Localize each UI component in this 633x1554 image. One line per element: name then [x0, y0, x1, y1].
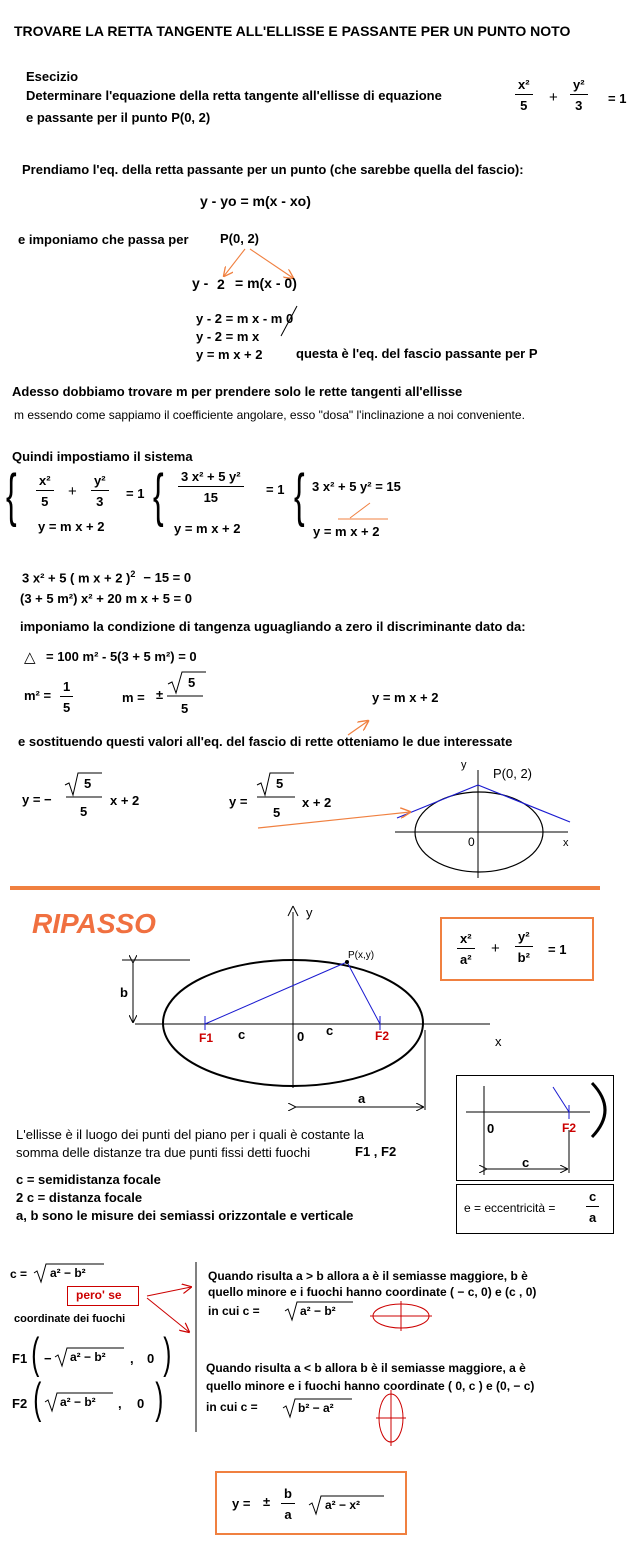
impose-text: e imponiamo che passa per: [18, 232, 189, 247]
sys-line-2: y = m x + 2: [174, 521, 241, 536]
c-definition: c = semidistanza focale: [16, 1172, 161, 1187]
final-lhs: y =: [232, 1496, 251, 1511]
2c-definition: 2 c = distanza focale: [16, 1190, 143, 1205]
f1-close-paren: ): [163, 1329, 172, 1378]
focus-f1: F1: [199, 1031, 214, 1045]
graph-origin: 0: [468, 835, 475, 849]
sys-eq-3: 3 x² + 5 y² = 15: [312, 479, 401, 494]
ab-definition: a, b sono le misure dei semiassi orizzontale e verticale: [16, 1208, 354, 1223]
result-arrow: [348, 721, 368, 735]
discriminant: = 100 m² - 5(3 + 5 m²) = 0: [46, 649, 197, 664]
f1-label: F1: [12, 1351, 28, 1366]
c-left: c: [238, 1027, 246, 1042]
f1-comma: ,: [130, 1351, 134, 1366]
fascio-note: questa è l'eq. del fascio passante per P: [296, 346, 538, 361]
exercise-text-1: Determinare l'equazione della retta tangente all'ellisse di equazione: [26, 88, 442, 103]
exercise-heading: Esecizio: [26, 69, 79, 84]
result1-rhs: x + 2: [110, 793, 140, 808]
brace-1: {: [6, 463, 17, 528]
ellipse-diagram: [122, 906, 490, 1110]
step1-intro: Prendiamo l'eq. della retta passante per un punto (che sarebbe quella del fascio):: [22, 162, 524, 177]
result2-den: 5: [273, 805, 281, 820]
f2-zero: 0: [137, 1396, 145, 1411]
step-line-2: y - 2 = m x: [196, 329, 260, 344]
case2-line1: Quando risulta a < b allora b è il semiasse maggiore, a è: [206, 1361, 526, 1375]
step-line-1: y - 2 = m x - m 0: [196, 311, 294, 326]
f1-minus: −: [44, 1351, 52, 1366]
point-slope-formula: y - yo = m(x - xo): [200, 193, 311, 209]
brace-3: {: [294, 463, 305, 528]
point-p: P(0, 2): [220, 231, 260, 246]
substitution-arrows: [224, 249, 293, 278]
f1-zero: 0: [147, 1351, 155, 1366]
eccentricity-label: e = eccentricità =: [464, 1201, 556, 1215]
semiaxis-b: b: [120, 985, 128, 1000]
case1-line1: Quando risulta a > b allora a è il semiasse maggiore, b è: [208, 1269, 528, 1283]
pm-sign: ±: [156, 687, 164, 702]
axis-x-label: x: [495, 1034, 502, 1049]
origin-zero: 0: [297, 1029, 305, 1044]
tangency-condition: imponiamo la condizione di tangenza uguagliando a zero il discriminante dato da:: [20, 619, 526, 634]
sys-plus: +: [68, 483, 77, 500]
sys-frac-combined: $\frac{\text{3 x² + 5 y²}}{15}$: [178, 470, 244, 504]
graph-y-label: y: [461, 759, 467, 771]
case1-line3: in cui c =: [208, 1304, 260, 1318]
result2-rhs: x + 2: [302, 795, 332, 810]
point-p-label: P(x,y): [348, 950, 375, 961]
eq-frac-y: $\frac{\text{y²}}{\text{b²}}$: [515, 930, 533, 964]
result2-num: 5: [276, 776, 284, 791]
sub-y: y -: [192, 275, 209, 291]
pero-arrows: [147, 1287, 191, 1332]
final-radicand: a² − x²: [325, 1498, 361, 1512]
f2-radicand: a² − b²: [60, 1395, 96, 1409]
page-title: TROVARE LA RETTA TANGENTE ALL'ELLISSE E PASSANTE PER UN PUNTO NOTO: [14, 23, 571, 39]
result1-den: 5: [80, 804, 88, 819]
step2-line: Adesso dobbiamo trovare m per prendere solo le rette tangenti all'ellisse: [12, 384, 463, 399]
case2-line3: in cui c =: [206, 1400, 258, 1414]
sys-eq-2: = 1: [266, 482, 285, 497]
eq-plus: +: [491, 940, 500, 957]
eq-equals: = 1: [548, 942, 567, 957]
focus-f2: F2: [375, 1029, 390, 1043]
m-squared-frac: $\frac{1}{5}$: [60, 680, 73, 714]
step2-note: m essendo come sappiamo il coefficiente angolare, esso "dosa" l'inclinazione a noi conveniente.: [14, 408, 525, 422]
definition-2: somma delle distanze tra due punti fissi detti fuochi: [16, 1145, 311, 1160]
case1-line2: quello minore e i fuochi hanno coordinate ( − c, 0) e (c , 0): [208, 1285, 537, 1299]
pero-se: pero' se: [76, 1288, 122, 1302]
tangent-graph: [258, 770, 570, 878]
solve-eq-2: (3 + 5 m²) x² + 20 m x + 5 = 0: [20, 591, 192, 606]
sub-2: 2: [217, 276, 225, 292]
f2-label: F2: [12, 1396, 28, 1411]
definition-1: L'ellisse è il luogo dei punti del piano per i quali è costante la: [16, 1127, 364, 1142]
sys-line-3: y = m x + 2: [313, 524, 380, 539]
sys-line-1: y = m x + 2: [38, 519, 105, 534]
sub-rest: = m(x - 0): [235, 275, 297, 291]
f1-radicand: a² − b²: [70, 1350, 106, 1364]
detail-c: c: [522, 1155, 530, 1170]
exercise-fraction-y: $\frac{\text{y²}}{3}$: [570, 78, 588, 112]
result2-lhs: y =: [229, 794, 248, 809]
sqrt5: 5: [188, 675, 196, 690]
exercise-fraction-x: $\frac{\text{x²}}{5}$: [515, 78, 533, 112]
detail-zero: 0: [487, 1121, 495, 1136]
case1-radicand: a² − b²: [300, 1304, 336, 1318]
foci-coordinates-label: coordinate dei fuochi: [14, 1313, 126, 1325]
c-formula-label: c =: [10, 1267, 28, 1281]
system-intro: Quindi impostiamo il sistema: [12, 449, 193, 464]
axis-y-label: y: [306, 905, 313, 920]
plus-sign: +: [549, 89, 558, 106]
sys-frac-y: $\frac{\text{y²}}{3}$: [91, 474, 109, 508]
sys-eq-1: = 1: [126, 486, 145, 501]
semiaxis-a: a: [358, 1091, 366, 1106]
exercise-text-2: e passante per il punto P(0, 2): [26, 110, 211, 125]
eccentricity-frac: $\frac{c}{a}$: [586, 1190, 599, 1224]
result1-num: 5: [84, 776, 92, 791]
graph-p-label: P(0, 2): [493, 766, 533, 781]
foci-names: F1 , F2: [355, 1144, 397, 1159]
delta-icon: △: [24, 649, 36, 666]
final-frac: $\frac{b}{a}$: [281, 1487, 295, 1521]
sys-frac-x: $\frac{\text{x²}}{5}$: [36, 474, 54, 508]
m-label: m =: [122, 690, 145, 705]
fascio-line: y = m x + 2: [372, 690, 439, 705]
c-formula-radicand: a² − b²: [50, 1266, 86, 1280]
m-squared-label: m² =: [24, 688, 52, 703]
result-intro: e sostituendo questi valori all'eq. del fascio di rette otteniamo le due interessate: [18, 734, 513, 749]
case2-radicand: b² − a²: [298, 1401, 334, 1415]
equals-one: = 1: [608, 91, 627, 106]
detail-f2: F2: [562, 1121, 577, 1135]
f2-comma: ,: [118, 1396, 122, 1411]
f2-close-paren: ): [155, 1374, 164, 1423]
system-arrow: [350, 503, 370, 518]
brace-2: {: [153, 463, 164, 528]
focus-detail-box: [456, 1075, 614, 1181]
m-den: 5: [181, 701, 189, 716]
c-right: c: [326, 1023, 334, 1038]
f1-open-paren: (: [31, 1329, 40, 1378]
solve-eq-1: 3 x² + 5 ( m x + 2 )$^2$ − 15 = 0: [22, 569, 192, 586]
eq-frac-x: $\frac{\text{x²}}{\text{a²}}$: [457, 932, 475, 966]
graph-x-label: x: [563, 837, 569, 849]
step-line-3: y = m x + 2: [196, 347, 263, 362]
final-pm: ±: [263, 1494, 271, 1509]
case2-line2: quello minore e i fuochi hanno coordinate ( 0, c ) e (0, − c): [206, 1379, 535, 1393]
f2-open-paren: (: [33, 1374, 42, 1423]
ripasso-heading: RIPASSO: [32, 908, 156, 939]
result1-lhs: y = −: [22, 792, 52, 807]
